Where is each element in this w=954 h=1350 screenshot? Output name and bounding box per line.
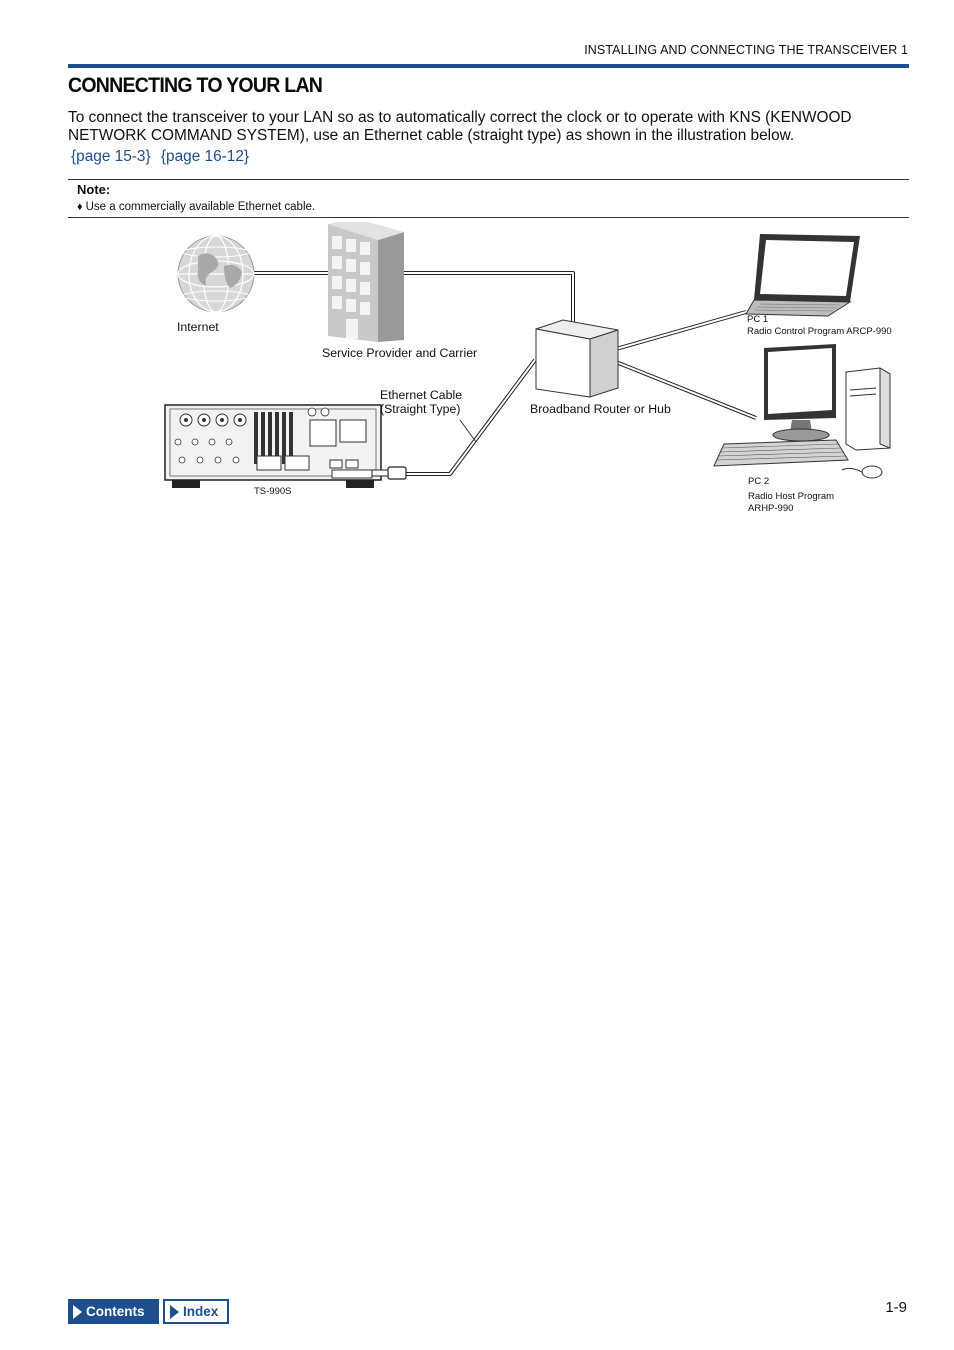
cable-router-radio [405,360,535,474]
contents-label: Contents [86,1304,145,1319]
footer-navigation [68,1299,229,1324]
running-head: INSTALLING AND CONNECTING THE TRANSCEIVER 1 [584,43,908,57]
section-title: CONNECTING TO YOUR LAN [68,74,323,97]
page-references [71,148,255,166]
radio-model-label: TS-990S [254,486,292,497]
pc2-label-line1: PC 2 [748,476,770,487]
globe-icon [178,236,254,312]
index-button[interactable] [163,1299,229,1324]
note-item-text: Use a commercially available Ethernet cable. [85,201,316,213]
note-item [77,201,315,213]
page-ref-link-16-12[interactable]: {page 16-12} [160,148,250,165]
header-rule [68,64,909,68]
note-label: Note: [77,182,111,197]
contents-button[interactable] [68,1299,159,1324]
lan-connection-diagram [160,222,900,522]
pc1-label-line1: PC 1 [747,314,769,325]
cable-label-line1: Ethernet Cable [380,388,463,402]
page-number: 1-9 [885,1299,907,1316]
cable-label-leader [460,420,476,442]
play-arrow-icon [170,1305,179,1319]
transceiver-rear-panel [165,405,381,488]
diamond-bullet-icon: ♦ [77,201,83,213]
internet-label: Internet [177,320,219,334]
cable-label [380,388,462,416]
note-box [68,179,909,218]
router-label: Broadband Router or Hub [530,402,671,416]
pc1-label [747,314,892,338]
router-box [536,320,618,397]
index-label: Index [183,1304,219,1319]
provider-label: Service Provider and Carrier [322,346,478,360]
intro-paragraph: To connect the transceiver to your LAN so as to automatically correct the clock or to operate with KNS (KENWOOD NETWORK COMMAND SYSTEM), use an Ethernet cable (straight type) as shown in the illustration below. [68,109,852,144]
laptop-icon [746,234,860,316]
play-arrow-icon [73,1305,82,1319]
page-ref-link-15-3[interactable]: {page 15-3} [71,148,151,165]
pc2-label-line2: Radio Host Program [748,491,835,502]
cable-label-line2: (Straight Type) [380,402,461,416]
pc2-label-line3: ARHP-990 [748,503,794,514]
pc2-label [748,476,834,515]
building-icon [328,222,404,342]
pc1-label-line2: Radio Control Program ARCP-990 [747,326,892,337]
